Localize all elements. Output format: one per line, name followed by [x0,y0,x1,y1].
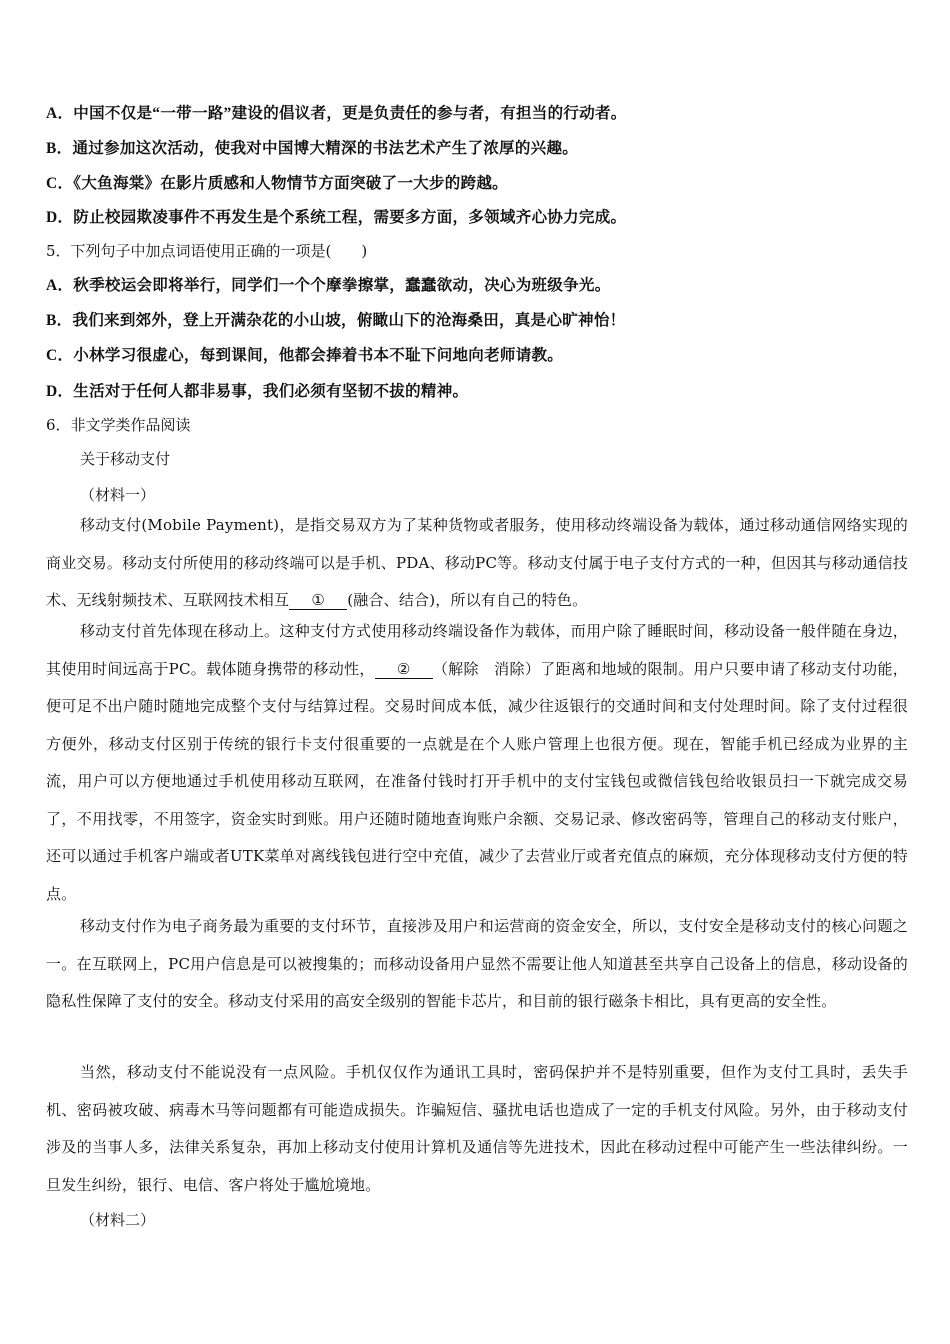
blank-2: ② [375,660,433,679]
paragraph-2-text: 移动支付首先体现在移动上。这种支付方式使用移动终端设备作为载体，而用户除了睡眠时间，移动设备一般伴随在身边，其使用时间远高于PC。载体随身携带的移动性， [46,622,908,678]
paragraph-3: 移动支付作为电子商务最为重要的支付环节，直接涉及用户和运营商的资金安全，所以，支付安全是移动支付的核心问题之一。在互联网上，PC用户信息是可以被搜集的；而移动设备用户显然不需要让他人知道甚至共享自己设备上的信息，移动设备的隐私性保障了支付的安全。移动支付采用的高安全级别的智能卡芯片，和目前的银行磁条卡相比，具有更高的安全性。 [46,917,908,1010]
paragraph-2 [46,613,908,913]
paragraph-4: 当然，移动支付不能说没有一点风险。手机仅仅作为通讯工具时，密码保护并不是特别重要，但作为支付工具时，丢失手机、密码被攻破、病毒木马等问题都有可能造成损失。诈骗短信、骚扰电话也造成了一定的手机支付风险。另外，由于移动支付涉及的当事人多，法律关系复杂，再加上移动支付使用计算机及通信等先进技术，因此在移动过程中可能产生一些法律纠纷。一旦发生纠纷，银行、电信、客户将处于尴尬境地。 [46,1063,908,1194]
q5-option-d: D．生活对于任何人都非易事，我们必须有坚韧不拔的精神。 [46,383,469,400]
paragraph-1-tail: (融合、结合)，所以有自己的特色。 [347,591,588,609]
q4-option-b: B．通过参加这次活动，使我对中国博大精深的书法艺术产生了浓厚的兴趣。 [46,140,579,157]
q4-option-c: C．《大鱼海棠》在影片质感和人物情节方面突破了一大步的跨越。 [46,175,508,192]
paragraph-1 [46,507,908,620]
paragraph-2-tail: （解除 消除）了距离和地域的限制。用户只要申请了移动支付功能，便可足不出户随时随地完成整个支付与结算过程。交易时间成本低，减少往返银行的交通时间和支付处理时间。除了支付过程很方便外，移动支付区别于传统的银行卡支付很重要的一点就是在个人账户管理上也很方便。现在，智能手机已经成为业界的主流，用户可以方便地通过手机使用移动互联网，在准备付钱时打开手机中的支付宝钱包或微信钱包给收银员扫一下就完成交易了，不用找零，不用签字，资金实时到账。用户还随时随地查询账户余额、交易记录、修改密码等，管理自己的移动支付账户，还可以通过手机客户端或者UTK菜单对离线钱包进行空中充值，减少了去营业厅或者充值点的麻烦，充分体现移动支付方便的特点。 [46,659,908,903]
material-two-label: （材料二） [80,1211,156,1229]
paragraph-1-text: 移动支付(Mobile Payment)，是指交易双方为了某种货物或者服务，使用移动终端设备为载体，通过移动通信网络实现的商业交易。移动支付所使用的移动终端可以是手机、PDA、移动PC等。移动支付属于电子支付方式的一种，但因其与移动通信技术、无线射频技术、互联网技术相互 [46,516,908,609]
q4-option-a: A．中国不仅是“一带一路”建设的倡议者，更是负责任的参与者，有担当的行动者。 [46,105,627,122]
q5-option-b: B．我们来到郊外，登上开满杂花的小山坡，俯瞰山下的沧海桑田，真是心旷神怡！ [46,312,626,329]
blank-1: ① [289,591,347,610]
article-title: 关于移动支付 [80,450,171,468]
q4-option-d: D．防止校园欺凌事件不再发生是个系统工程，需要多方面，多领域齐心协力完成。 [46,209,627,226]
q5-option-c: C．小林学习很虚心，每到课间，他都会捧着书本不耻下问地向老师请教。 [46,347,564,364]
q5-option-a: A．秋季校运会即将举行，同学们一个个摩拳擦掌，蠢蠢欲动，决心为班级争光。 [46,277,611,294]
material-one-label: （材料一） [80,486,156,504]
q5-stem: 5．下列句子中加点词语使用正确的一项是( ) [46,242,368,260]
q6-stem: 6．非文学类作品阅读 [46,416,191,434]
